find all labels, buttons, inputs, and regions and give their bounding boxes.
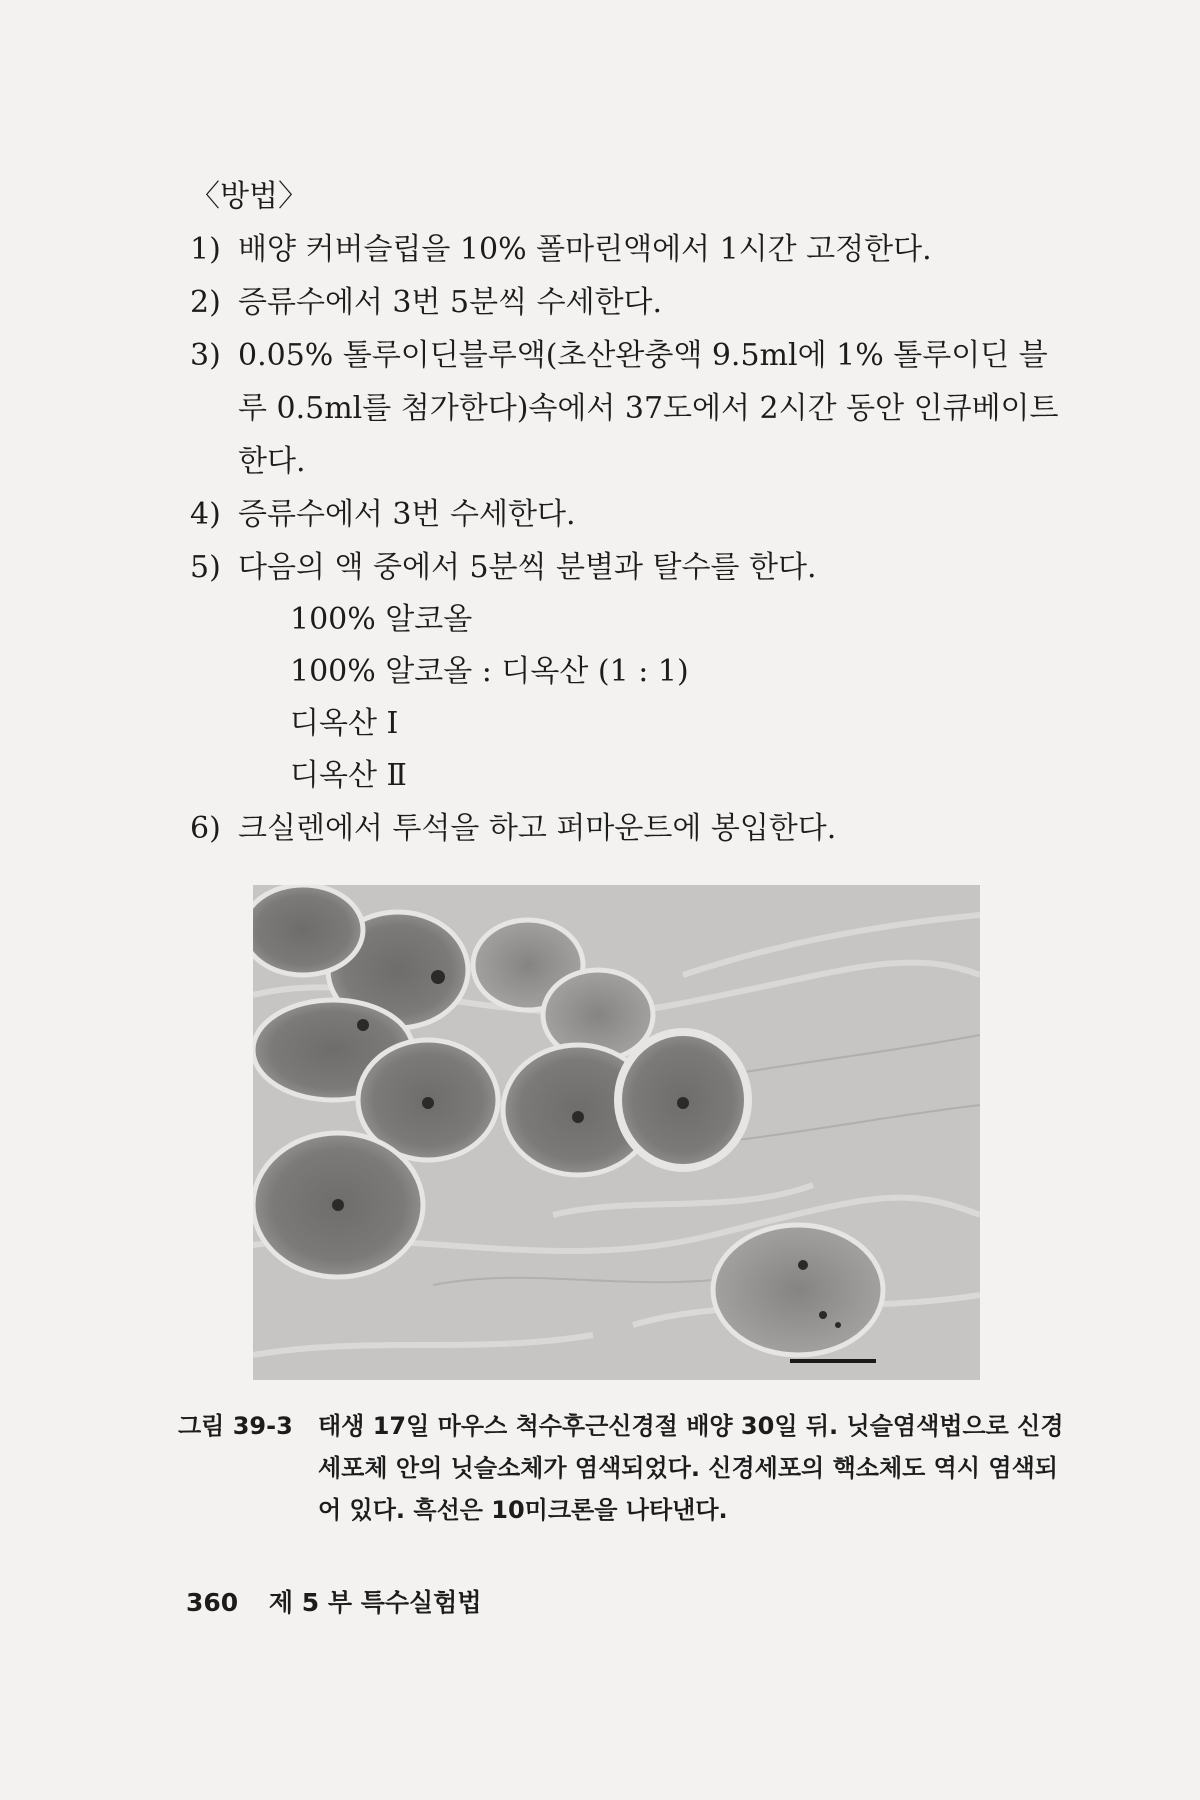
step-text: 다음의 액 중에서 5분씩 분별과 탈수를 한다. xyxy=(238,550,817,585)
page-number: 360 xyxy=(186,1588,239,1617)
step-text: 배양 커버슬립을 10% 폴마린액에서 1시간 고정한다. xyxy=(238,232,932,267)
step-number: 5) xyxy=(190,550,221,585)
method-step-6 xyxy=(190,802,1070,855)
step-number: 2) xyxy=(190,285,221,320)
figure-caption xyxy=(178,1405,1068,1531)
section-title: 제 5 부 특수실험법 xyxy=(268,1588,482,1617)
step-number: 3) xyxy=(190,338,221,373)
method-step-5 xyxy=(190,541,1070,594)
method-heading: 〈방법〉 xyxy=(190,179,308,214)
page-footer xyxy=(186,1583,481,1619)
micrograph-figure xyxy=(253,885,980,1380)
step-number: 1) xyxy=(190,232,221,267)
figure-caption-text: 태생 17일 마우스 척수후근신경절 배양 30일 뒤. 닛슬염색법으로 신경세포체 안의 닛슬소체가 염색되었다. 신경세포의 핵소체도 역시 염색되어 있다. 흑선은 10미크론을 나타낸다. xyxy=(318,1412,1064,1524)
solution-item: 100% 알코올 : 디옥산 (1 : 1) xyxy=(290,654,689,689)
solution-item: 디옥산 Ⅰ xyxy=(290,706,399,741)
micrograph-image xyxy=(253,885,980,1380)
solution-item: 디옥산 Ⅱ xyxy=(290,758,407,793)
step-text: 크실렌에서 투석을 하고 퍼마운트에 봉입한다. xyxy=(238,811,837,846)
step-number: 4) xyxy=(190,497,221,532)
step-text: 증류수에서 3번 5분씩 수세한다. xyxy=(238,285,663,320)
step-text: 0.05% 톨루이딘블루액(초산완충액 9.5ml에 1% 톨루이딘 블루 0.5ml를 첨가한다)속에서 37도에서 2시간 동안 인큐베이트한다. xyxy=(238,338,1059,479)
method-step-4 xyxy=(190,488,1070,541)
method-section xyxy=(190,170,1070,855)
solution-item: 100% 알코올 xyxy=(290,602,473,637)
step-text: 증류수에서 3번 수세한다. xyxy=(238,497,576,532)
solution-list xyxy=(190,594,1070,802)
method-step-3 xyxy=(190,329,1070,488)
scale-bar xyxy=(790,1359,876,1363)
method-step-2 xyxy=(190,276,1070,329)
method-step-1 xyxy=(190,223,1070,276)
figure-label: 그림 39-3 xyxy=(178,1412,293,1440)
step-number: 6) xyxy=(190,811,221,846)
